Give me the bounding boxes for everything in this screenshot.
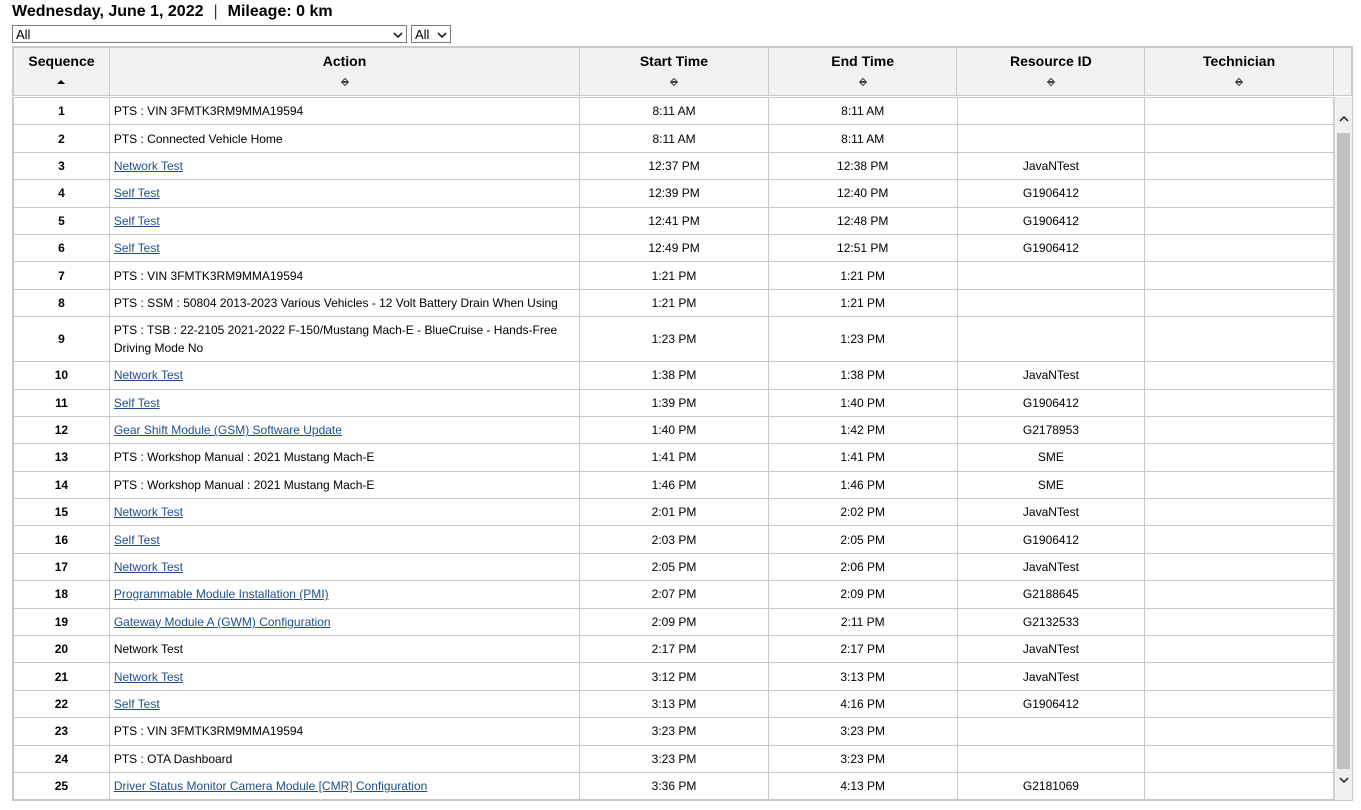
table-row [14, 125, 1334, 152]
action-cell [109, 690, 579, 717]
action-text: PTS : VIN 3FMTK3RM9MMA19594 [113, 268, 304, 283]
action-link[interactable]: Driver Status Monitor Camera Module [CMR] Configuration [113, 779, 428, 794]
start-time-cell: 2:03 PM [580, 526, 769, 553]
table-row [14, 526, 1334, 553]
column-header-action[interactable] [109, 48, 579, 96]
action-link[interactable]: Programmable Module Installation (PMI) [113, 587, 329, 602]
end-time-cell: 1:41 PM [768, 444, 957, 471]
resource-id-cell [957, 98, 1145, 125]
action-cell [109, 152, 579, 179]
sequence-cell: 13 [14, 444, 110, 471]
header-separator: | [213, 3, 218, 20]
end-time-cell: 2:02 PM [768, 499, 957, 526]
end-time-cell: 2:06 PM [768, 553, 957, 580]
technician-cell [1145, 362, 1334, 389]
end-time-cell: 1:46 PM [768, 471, 957, 498]
action-text: Network Test [113, 642, 183, 657]
action-text: PTS : VIN 3FMTK3RM9MMA19594 [113, 104, 304, 119]
grid-body [13, 97, 1334, 801]
technician-filter-select[interactable] [411, 25, 451, 43]
column-title: Action [322, 53, 367, 69]
column-title: Resource ID [1009, 53, 1092, 69]
start-time-cell: 3:13 PM [580, 690, 769, 717]
end-time-cell: 3:23 PM [768, 745, 957, 772]
end-time-cell: 2:11 PM [768, 608, 957, 635]
end-time-cell: 2:05 PM [768, 526, 957, 553]
sequence-cell: 16 [14, 526, 110, 553]
start-time-cell: 3:23 PM [580, 718, 769, 745]
resource-id-cell [957, 289, 1145, 316]
start-time-cell: 3:12 PM [580, 663, 769, 690]
action-text: PTS : VIN 3FMTK3RM9MMA19594 [113, 724, 304, 739]
start-time-cell: 2:17 PM [580, 636, 769, 663]
action-cell [109, 444, 579, 471]
resource-id-cell: JavaNTest [957, 152, 1145, 179]
sequence-cell: 3 [14, 152, 110, 179]
resource-id-cell: G2181069 [957, 772, 1145, 799]
sequence-cell: 25 [14, 772, 110, 799]
action-link[interactable]: Gateway Module A (GWM) Configuration [113, 614, 331, 629]
start-time-cell: 8:11 AM [580, 98, 769, 125]
end-time-cell: 12:48 PM [768, 207, 957, 234]
scrollbar-header-spacer [1333, 48, 1351, 96]
technician-cell [1145, 471, 1334, 498]
resource-id-cell: JavaNTest [957, 663, 1145, 690]
technician-cell [1145, 745, 1334, 772]
table-row [14, 262, 1334, 289]
column-header-end-time[interactable] [768, 48, 957, 96]
start-time-cell: 2:01 PM [580, 499, 769, 526]
table-row [14, 745, 1334, 772]
technician-cell [1145, 234, 1334, 261]
table-row [14, 553, 1334, 580]
technician-cell [1145, 636, 1334, 663]
page-header [12, 3, 333, 23]
action-cell [109, 98, 579, 125]
resource-id-cell: JavaNTest [957, 636, 1145, 663]
start-time-cell: 2:09 PM [580, 608, 769, 635]
column-title: Sequence [28, 53, 95, 69]
table-row [14, 234, 1334, 261]
start-time-cell: 1:23 PM [580, 317, 769, 362]
technician-cell [1145, 772, 1334, 799]
resource-id-cell: JavaNTest [957, 362, 1145, 389]
resource-id-cell: G1906412 [957, 526, 1145, 553]
column-header-sequence[interactable] [14, 48, 110, 96]
action-cell [109, 289, 579, 316]
table-row [14, 663, 1334, 690]
resource-id-cell: JavaNTest [957, 499, 1145, 526]
vertical-scrollbar[interactable] [1334, 97, 1352, 801]
technician-filter-value: All [415, 27, 430, 42]
action-text: PTS : Workshop Manual : 2021 Mustang Mach-E [113, 477, 375, 492]
end-time-cell: 8:11 AM [768, 98, 957, 125]
table-row [14, 362, 1334, 389]
sequence-cell: 23 [14, 718, 110, 745]
action-cell [109, 471, 579, 498]
action-cell [109, 362, 579, 389]
start-time-cell: 1:21 PM [580, 289, 769, 316]
sort-both-icon[interactable] [1234, 77, 1244, 87]
sort-both-icon[interactable] [1046, 77, 1056, 87]
chevron-down-icon [437, 30, 447, 40]
table-row [14, 416, 1334, 443]
start-time-cell: 12:41 PM [580, 207, 769, 234]
sequence-cell: 11 [14, 389, 110, 416]
resource-id-cell: SME [957, 444, 1145, 471]
sequence-cell: 2 [14, 125, 110, 152]
start-time-cell: 12:39 PM [580, 180, 769, 207]
resource-id-cell: G2188645 [957, 581, 1145, 608]
end-time-cell: 12:40 PM [768, 180, 957, 207]
table-row [14, 207, 1334, 234]
sequence-cell: 15 [14, 499, 110, 526]
end-time-cell: 1:42 PM [768, 416, 957, 443]
start-time-cell: 1:40 PM [580, 416, 769, 443]
technician-cell [1145, 98, 1334, 125]
technician-cell [1145, 581, 1334, 608]
action-cell [109, 718, 579, 745]
table-row [14, 772, 1334, 799]
sort-both-icon[interactable] [858, 77, 868, 87]
sequence-cell: 6 [14, 234, 110, 261]
action-link[interactable]: Gear Shift Module (GSM) Software Update [113, 423, 342, 438]
action-text: PTS : SSM : 50804 2013-2023 Various Vehicles - 12 Volt Battery Drain When Using [113, 295, 558, 310]
start-time-cell: 2:05 PM [580, 553, 769, 580]
resource-id-cell [957, 125, 1145, 152]
action-cell [109, 317, 579, 362]
end-time-cell: 2:09 PM [768, 581, 957, 608]
table-row [14, 608, 1334, 635]
action-link[interactable]: Network Test [113, 158, 183, 173]
sequence-cell: 22 [14, 690, 110, 717]
action-cell [109, 416, 579, 443]
sequence-cell: 12 [14, 416, 110, 443]
table-row [14, 499, 1334, 526]
sequence-cell: 18 [14, 581, 110, 608]
end-time-cell: 12:51 PM [768, 234, 957, 261]
resource-id-cell [957, 745, 1145, 772]
action-cell [109, 581, 579, 608]
end-time-cell: 2:17 PM [768, 636, 957, 663]
action-cell [109, 125, 579, 152]
action-text: PTS : OTA Dashboard [113, 751, 233, 766]
start-time-cell: 12:49 PM [580, 234, 769, 261]
action-cell [109, 207, 579, 234]
table-row [14, 471, 1334, 498]
resource-id-cell [957, 262, 1145, 289]
resource-id-cell: JavaNTest [957, 553, 1145, 580]
session-log-grid [12, 46, 1353, 801]
action-link[interactable]: Network Test [113, 505, 183, 520]
action-link[interactable]: Self Test [113, 697, 160, 711]
resource-id-cell: G1906412 [957, 389, 1145, 416]
column-header-resource-id[interactable] [957, 48, 1145, 96]
action-link[interactable]: Self Test [113, 395, 160, 410]
resource-id-cell: G1906412 [957, 180, 1145, 207]
start-time-cell: 8:11 AM [580, 125, 769, 152]
technician-cell [1145, 416, 1334, 443]
end-time-cell: 1:21 PM [768, 262, 957, 289]
sequence-cell: 20 [14, 636, 110, 663]
sequence-cell: 17 [14, 553, 110, 580]
action-filter-select[interactable] [12, 25, 407, 43]
action-link[interactable]: Self Test [113, 213, 160, 228]
end-time-cell: 3:23 PM [768, 718, 957, 745]
mileage-label: Mileage: 0 km [227, 3, 333, 20]
action-cell [109, 772, 579, 799]
action-cell [109, 526, 579, 553]
action-link[interactable]: Self Test [113, 186, 160, 201]
end-time-cell: 1:23 PM [768, 317, 957, 362]
sequence-cell: 24 [14, 745, 110, 772]
technician-cell [1145, 718, 1334, 745]
action-filter-value: All [16, 27, 31, 42]
resource-id-cell: G1906412 [957, 234, 1145, 261]
action-cell [109, 745, 579, 772]
start-time-cell: 1:41 PM [580, 444, 769, 471]
start-time-cell: 1:39 PM [580, 389, 769, 416]
sequence-cell: 14 [14, 471, 110, 498]
table-row [14, 152, 1334, 179]
technician-cell [1145, 608, 1334, 635]
column-title: Start Time [639, 53, 709, 69]
rows-table [13, 97, 1334, 800]
action-cell [109, 608, 579, 635]
end-time-cell: 1:40 PM [768, 389, 957, 416]
resource-id-cell: SME [957, 471, 1145, 498]
chevron-down-icon[interactable] [1338, 774, 1350, 786]
technician-cell [1145, 444, 1334, 471]
technician-cell [1145, 663, 1334, 690]
action-cell [109, 499, 579, 526]
chevron-up-icon[interactable] [1338, 113, 1350, 125]
start-time-cell: 1:38 PM [580, 362, 769, 389]
sequence-cell: 8 [14, 289, 110, 316]
start-time-cell: 1:21 PM [580, 262, 769, 289]
table-row [14, 289, 1334, 316]
technician-cell [1145, 526, 1334, 553]
action-link[interactable]: Network Test [113, 669, 183, 684]
action-cell [109, 636, 579, 663]
action-link[interactable]: Network Test [113, 368, 183, 383]
end-time-cell: 4:16 PM [768, 690, 957, 717]
end-time-cell: 8:11 AM [768, 125, 957, 152]
technician-cell [1145, 152, 1334, 179]
action-link[interactable]: Network Test [113, 560, 183, 575]
technician-cell [1145, 180, 1334, 207]
start-time-cell: 3:23 PM [580, 745, 769, 772]
resource-id-cell [957, 317, 1145, 362]
table-row [14, 180, 1334, 207]
technician-cell [1145, 125, 1334, 152]
table-row [14, 718, 1334, 745]
end-time-cell: 12:38 PM [768, 152, 957, 179]
resource-id-cell: G2132533 [957, 608, 1145, 635]
technician-cell [1145, 690, 1334, 717]
resource-id-cell: G1906412 [957, 690, 1145, 717]
resource-id-cell: G1906412 [957, 207, 1145, 234]
scrollbar-thumb[interactable] [1337, 133, 1350, 769]
start-time-cell: 1:46 PM [580, 471, 769, 498]
action-text: PTS : Workshop Manual : 2021 Mustang Mach-E [113, 450, 375, 465]
sort-both-icon[interactable] [669, 77, 679, 87]
column-header-start-time[interactable] [580, 48, 769, 96]
table-row [14, 444, 1334, 471]
end-time-cell: 4:13 PM [768, 772, 957, 799]
sort-ascending-icon[interactable] [56, 77, 66, 87]
end-time-cell: 1:38 PM [768, 362, 957, 389]
sequence-cell: 1 [14, 98, 110, 125]
action-cell [109, 234, 579, 261]
column-title: End Time [831, 53, 894, 69]
action-text: PTS : Connected Vehicle Home [113, 131, 283, 146]
action-cell [109, 553, 579, 580]
action-cell [109, 180, 579, 207]
start-time-cell: 2:07 PM [580, 581, 769, 608]
sort-both-icon[interactable] [340, 77, 350, 87]
sequence-cell: 4 [14, 180, 110, 207]
table-row [14, 690, 1334, 717]
action-cell [109, 663, 579, 690]
table-row [14, 98, 1334, 125]
end-time-cell: 3:13 PM [768, 663, 957, 690]
table-row [14, 389, 1334, 416]
end-time-cell: 1:21 PM [768, 289, 957, 316]
resource-id-cell: G2178953 [957, 416, 1145, 443]
sequence-cell: 21 [14, 663, 110, 690]
technician-cell [1145, 553, 1334, 580]
technician-cell [1145, 262, 1334, 289]
table-row [14, 636, 1334, 663]
sequence-cell: 7 [14, 262, 110, 289]
technician-cell [1145, 207, 1334, 234]
resource-id-cell [957, 718, 1145, 745]
technician-cell [1145, 389, 1334, 416]
sequence-cell: 10 [14, 362, 110, 389]
table-row [14, 317, 1334, 362]
action-cell [109, 262, 579, 289]
sequence-cell: 9 [14, 317, 110, 362]
start-time-cell: 3:36 PM [580, 772, 769, 799]
action-link[interactable]: Self Test [113, 532, 160, 547]
sequence-cell: 5 [14, 207, 110, 234]
column-header-technician[interactable] [1145, 48, 1334, 96]
chevron-down-icon [393, 30, 403, 40]
table-row [14, 581, 1334, 608]
session-date: Wednesday, June 1, 2022 [12, 3, 204, 20]
sequence-cell: 19 [14, 608, 110, 635]
action-link[interactable]: Self Test [113, 241, 160, 256]
technician-cell [1145, 499, 1334, 526]
grid-header [13, 47, 1352, 96]
start-time-cell: 12:37 PM [580, 152, 769, 179]
action-text: PTS : TSB : 22-2105 2021-2022 F-150/Mustang Mach-E - BlueCruise - Hands-Free Driving Mode No [113, 323, 558, 356]
action-cell [109, 389, 579, 416]
column-title: Technician [1203, 53, 1276, 69]
technician-cell [1145, 289, 1334, 316]
technician-cell [1145, 317, 1334, 362]
